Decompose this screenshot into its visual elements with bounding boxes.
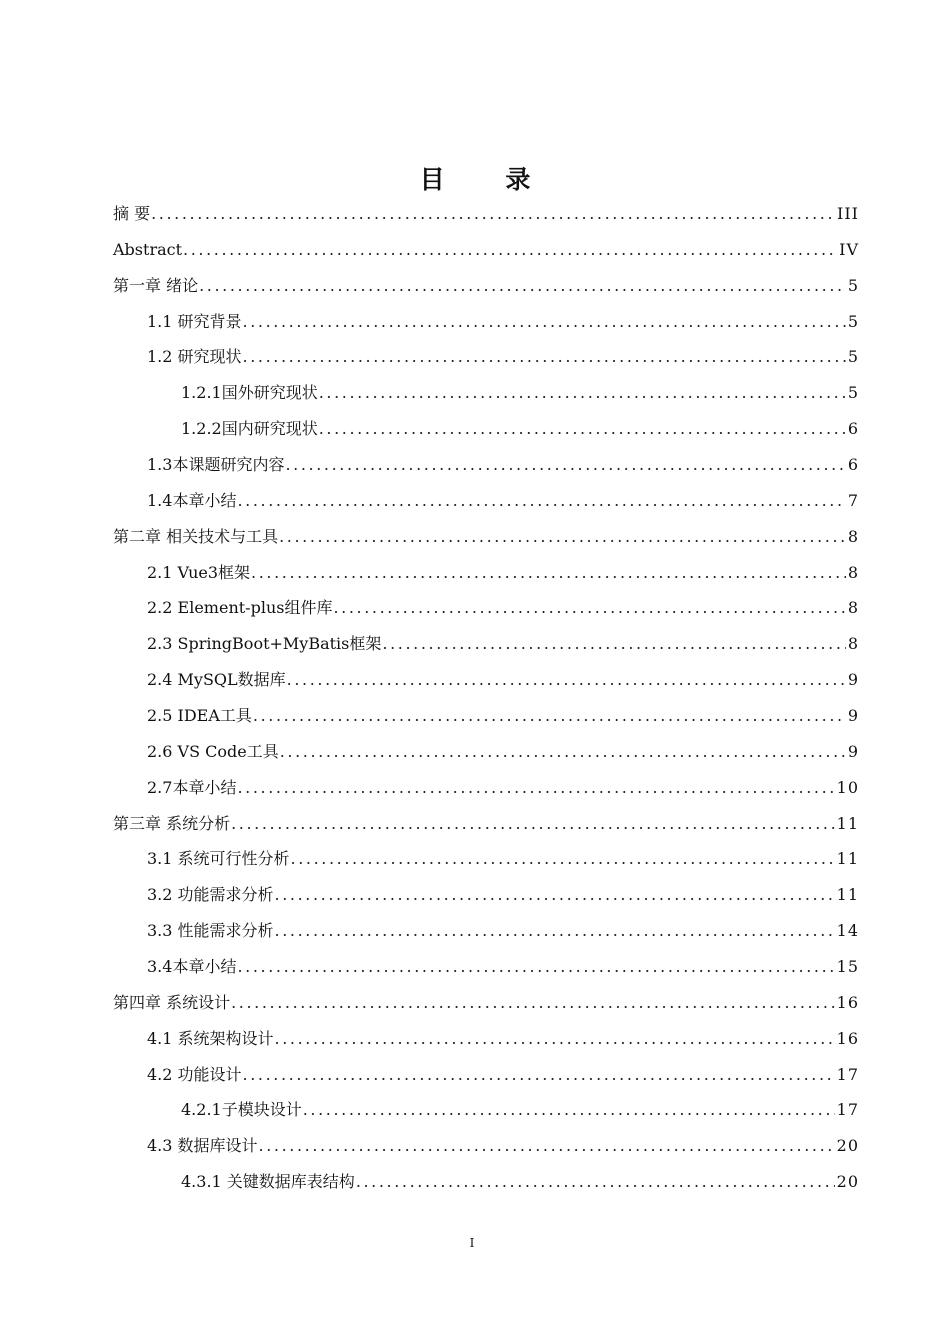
toc-dot-leader xyxy=(231,808,835,840)
toc-title: 目 录 xyxy=(419,164,557,194)
toc-entry[interactable] xyxy=(0,306,950,342)
toc-entry[interactable] xyxy=(0,772,950,808)
toc-entry-label: 摘 要 xyxy=(113,204,151,223)
toc-entry-label: 4.1 系统架构设计 xyxy=(147,1028,274,1048)
toc-entry-page-number: 8 xyxy=(847,562,859,582)
toc-dot-leader xyxy=(333,592,845,624)
toc-entry[interactable] xyxy=(0,234,950,270)
toc-entry[interactable] xyxy=(0,485,950,521)
toc-entry-label: 2.5 IDEA工具 xyxy=(147,706,252,726)
toc-entry-label: 2.2 Element-plus组件库 xyxy=(147,598,333,618)
toc-entry-label: 2.3 SpringBoot+MyBatis框架 xyxy=(147,634,382,654)
toc-entry[interactable] xyxy=(0,664,950,700)
toc-dot-leader xyxy=(231,987,835,1019)
toc-entry-page-number: 8 xyxy=(847,526,859,546)
toc-entry-label: 1.3本课题研究内容 xyxy=(147,455,285,475)
toc-entry-page-number: 9 xyxy=(847,670,859,690)
toc-entry-label: 2.1 Vue3框架 xyxy=(147,562,251,582)
toc-entry[interactable] xyxy=(0,843,950,879)
toc-dot-leader xyxy=(199,270,846,302)
toc-dot-leader xyxy=(243,341,846,373)
toc-entry[interactable] xyxy=(0,700,950,736)
toc-dot-leader xyxy=(251,557,846,589)
toc-dot-leader xyxy=(285,449,845,481)
toc-dot-leader xyxy=(356,1166,835,1198)
toc-entry-label: 1.4本章小结 xyxy=(147,490,237,510)
toc-entry-page-number: 10 xyxy=(836,777,859,797)
toc-entry-label: 4.3 数据库设计 xyxy=(147,1136,258,1156)
toc-entry[interactable] xyxy=(0,1094,950,1130)
toc-entry[interactable] xyxy=(0,628,950,664)
toc-entry[interactable] xyxy=(0,736,950,772)
toc-dot-leader xyxy=(237,772,834,804)
toc-entry-label: 4.3.1 关键数据库表结构 xyxy=(181,1172,355,1192)
toc-entry-label: 2.4 MySQL数据库 xyxy=(147,670,286,690)
toc-entry[interactable] xyxy=(0,879,950,915)
toc-entry-label: 4.2.1子模块设计 xyxy=(181,1100,302,1120)
toc-entry[interactable] xyxy=(0,1059,950,1095)
toc-entry-page-number: 11 xyxy=(836,813,859,833)
toc-entry-label: 3.2 功能需求分析 xyxy=(147,885,274,905)
toc-dot-leader xyxy=(280,736,846,768)
toc-dot-leader xyxy=(237,951,834,983)
toc-entry-page-number: 11 xyxy=(836,885,859,905)
toc-entry-page-number: 17 xyxy=(836,1064,859,1084)
page-number: I xyxy=(469,1236,475,1250)
toc-entry[interactable] xyxy=(0,915,950,951)
toc-entry-label: 3.1 系统可行性分析 xyxy=(147,849,290,869)
toc-entry-page-number: 16 xyxy=(836,992,859,1012)
toc-entry-label: 3.3 性能需求分析 xyxy=(147,921,274,941)
toc-entry-page-number: 5 xyxy=(847,383,859,403)
toc-entry-page-number: 14 xyxy=(836,921,859,941)
toc-entry-page-number: III xyxy=(837,204,859,223)
toc-entry-page-number: 8 xyxy=(847,598,859,618)
toc-dot-leader xyxy=(151,198,835,230)
toc-entry-label: 第二章 相关技术与工具 xyxy=(113,526,279,546)
toc-entry-label: 3.4本章小结 xyxy=(147,957,237,977)
toc-entry[interactable] xyxy=(0,521,950,557)
toc-dot-leader xyxy=(291,843,835,875)
toc-entry[interactable] xyxy=(0,341,950,377)
toc-entry-page-number: 20 xyxy=(836,1136,859,1156)
toc-entry-label: 第一章 绪论 xyxy=(113,275,199,295)
toc-dot-leader xyxy=(319,413,846,445)
toc-entry-page-number: 5 xyxy=(847,311,859,331)
toc-dot-leader xyxy=(319,377,846,409)
toc-entry[interactable] xyxy=(0,413,950,449)
toc-entry[interactable] xyxy=(0,951,950,987)
toc-entry-page-number: 20 xyxy=(836,1172,859,1192)
toc-entry-page-number: 6 xyxy=(847,419,859,439)
toc-entry-label: 1.2.2国内研究现状 xyxy=(181,419,318,439)
toc-entry[interactable] xyxy=(0,1023,950,1059)
toc-entry-label: 2.6 VS Code工具 xyxy=(147,741,279,761)
toc-entry-page-number: 8 xyxy=(847,634,859,654)
toc-entry[interactable] xyxy=(0,198,950,234)
toc-dot-leader xyxy=(382,628,845,660)
toc-dot-leader xyxy=(243,1059,835,1091)
toc-entry[interactable] xyxy=(0,808,950,844)
toc-entry-page-number: 7 xyxy=(847,490,859,510)
toc-entry-label: Abstract xyxy=(113,239,183,259)
toc-entry-page-number: 5 xyxy=(847,347,859,367)
toc-dot-leader xyxy=(275,879,835,911)
toc-dot-leader xyxy=(259,1130,835,1162)
toc-entry-page-number: 16 xyxy=(836,1028,859,1048)
toc-dot-leader xyxy=(237,485,845,517)
toc-entry-page-number: 9 xyxy=(847,706,859,726)
toc-entry[interactable] xyxy=(0,377,950,413)
toc-dot-leader xyxy=(303,1094,835,1126)
toc-dot-leader xyxy=(253,700,846,732)
toc-entry-page-number: 5 xyxy=(847,275,859,295)
toc-entry[interactable] xyxy=(0,987,950,1023)
toc-entry-page-number: 6 xyxy=(847,455,859,475)
toc-list xyxy=(0,198,950,1202)
toc-entry-label: 第四章 系统设计 xyxy=(113,992,231,1012)
toc-entry-label: 1.2.1国外研究现状 xyxy=(181,383,318,403)
toc-entry-label: 4.2 功能设计 xyxy=(147,1064,242,1084)
toc-entry-label: 第三章 系统分析 xyxy=(113,813,231,833)
toc-entry-label: 2.7本章小结 xyxy=(147,777,237,797)
toc-dot-leader xyxy=(275,1023,835,1055)
toc-dot-leader xyxy=(287,664,846,696)
toc-entry[interactable] xyxy=(0,270,950,306)
toc-dot-leader xyxy=(183,234,837,266)
toc-entry[interactable] xyxy=(0,449,950,485)
toc-entry[interactable] xyxy=(0,1166,950,1202)
toc-dot-leader xyxy=(279,521,846,553)
toc-entry-label: 1.1 研究背景 xyxy=(147,311,242,331)
toc-entry-page-number: 17 xyxy=(836,1100,859,1120)
toc-entry-page-number: 15 xyxy=(836,957,859,977)
toc-dot-leader xyxy=(243,306,846,338)
toc-entry[interactable] xyxy=(0,1130,950,1166)
toc-entry-label: 1.2 研究现状 xyxy=(147,347,242,367)
toc-dot-leader xyxy=(275,915,835,947)
toc-entry[interactable] xyxy=(0,557,950,593)
toc-entry[interactable] xyxy=(0,592,950,628)
toc-entry-page-number: 11 xyxy=(836,849,859,869)
toc-entry-page-number: IV xyxy=(839,239,859,259)
toc-entry-page-number: 9 xyxy=(847,741,859,761)
